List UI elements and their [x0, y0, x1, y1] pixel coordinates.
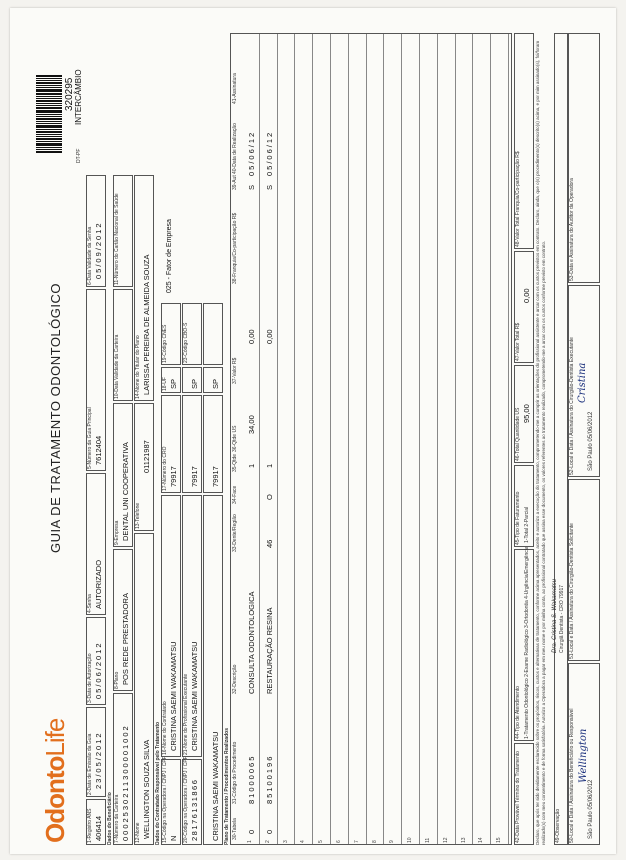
row-qtde: 1	[247, 463, 256, 468]
barcode-bar	[36, 125, 62, 128]
guide-number: 320295	[64, 77, 75, 111]
contratado-section-label: Dados do Contratado Responsável pelo Tratamento	[155, 721, 161, 845]
tipo-options: 1-Tratamento Odontológico 2-Exame Radiológico 3-Ortodontia 4-Urgência/Emergência	[524, 546, 530, 739]
barcode-bar	[36, 134, 62, 135]
row-codigo: 85100196	[264, 754, 274, 804]
table-row-line	[455, 34, 456, 844]
data-emissao-value: 23/05/2012	[94, 731, 103, 789]
barcode-bar	[36, 103, 62, 104]
row-data: 05/06/12	[264, 130, 274, 176]
table-row-line	[294, 34, 295, 844]
guide-type: INTERCÂMBIO	[74, 69, 83, 125]
row-number: 1	[247, 840, 253, 843]
col-face: 34-Face	[232, 485, 238, 504]
executante-label: 21-Nome do Profissional Executante	[183, 673, 189, 755]
col-codigo: 31-Código do Procedimento	[232, 741, 238, 804]
table-row-line	[259, 34, 260, 844]
row-number: 15	[496, 837, 503, 843]
total-valor-label: 47-Valor Total R$	[515, 322, 521, 361]
col-franquia: 38-Franquia/Co-participação R$	[232, 212, 238, 284]
registro-ans-value: 406414	[94, 815, 103, 841]
declaracao-text: Declaro, que após ter sido devidamente esclarecido sobre os propósitos, riscos, custos e alternativas de tratamento, conforme acima apresentados, aceito e autorizo a execução do tratamento, comprometendo-me a cumprir as orientações do profissional assistente e arcar com os custos previstos em contrato. Declaro, ainda, que o(s) procedimento(s) descrito(s) acima, e por mim assinado(s), foi/foram realizado(s) com meu consentimento e de forma satisfatória. Autorizo a Operadora a pagar em meu nome e por minha conta, ao profissional contratado que assina esse documento, os valores referentes ao tratamento realizado, comprometendo-me a arcar com os custos conforme previsto em contrato.	[535, 40, 546, 845]
col-dente: 33-Dente/Região	[232, 514, 238, 552]
row-descricao: CONSULTA ODONTOLOGICA	[247, 591, 256, 694]
carimbo-info: Cirurgiã Dentista - CRO 79917	[559, 584, 565, 653]
franquia-label: 48-Valor Total Franquia/Co-participação R$	[515, 151, 521, 247]
row-aut: S	[264, 184, 274, 190]
col-qtde-us: 36-Qtde US	[232, 425, 238, 452]
assinatura-beneficiario-label: 50-Local e Data / Assinatura do Beneficiário ou Responsável	[569, 708, 575, 843]
row-number: 5	[318, 840, 325, 843]
table-row-line	[330, 34, 331, 844]
nome-label: 12-Nome	[135, 822, 141, 843]
barcode-bar	[36, 87, 62, 88]
barcode-bar	[36, 107, 62, 109]
guia-principal-value: 7612404	[94, 435, 103, 465]
numero-cro-label: 17-Número do CRO	[162, 446, 168, 491]
local-data-executante: São Paulo 05/06/2012	[588, 411, 594, 471]
table-row-line	[508, 34, 509, 844]
barcode-bar	[36, 149, 62, 150]
telefone-value: 01121987	[142, 440, 151, 473]
row-codigo: 81000065	[247, 754, 256, 804]
cod-operadora-value: N	[169, 835, 178, 841]
uf-value: SP	[169, 378, 178, 389]
barcode	[36, 74, 62, 153]
barcode-bar	[36, 96, 62, 97]
empresa-value: DENTAL UNI COOPERATIVA	[121, 442, 130, 541]
total-us-label: 46-Total Quantidade US	[515, 407, 521, 461]
cro-exec-value: 79917	[190, 466, 199, 487]
row-qtde-us: 34,00	[247, 415, 256, 434]
row-number: 3	[282, 840, 289, 843]
titular-value: LARISSA PEREIRA DE ALMEIDA SOUZA	[142, 254, 151, 395]
col-tabela: 30-Tabela	[232, 818, 238, 840]
table-row-line	[472, 34, 473, 844]
uf-exec-value: SP	[190, 378, 199, 389]
cpf-label: 20-Código na Operadora / CNPJ / CPF	[183, 756, 189, 843]
nome-value: WELLINGTON SOUZA SILVA	[142, 739, 151, 839]
row-number: 12	[442, 837, 449, 843]
barcode-bar	[36, 75, 62, 77]
senha-label: 4-Senha	[87, 594, 93, 613]
tipo-atendimento-label: 44-Tipo de Atendimento	[515, 686, 521, 739]
page-code: DT-PF	[76, 148, 82, 163]
executante-value: CRISTINA SAEMI WAKAMATSU	[190, 641, 199, 751]
row-tabela: 0	[264, 829, 274, 834]
barcode-bar	[36, 85, 62, 86]
beneficiario-signature: Wellington	[578, 728, 589, 783]
row-number: 4	[300, 840, 307, 843]
row-number: 2	[264, 840, 271, 843]
assinatura-executante-label: 52-Local e Data / Assinatura do Cirurgião-Dentista Executante	[569, 337, 575, 475]
barcode-bar	[36, 123, 62, 124]
data-autorizacao-label: 3-Data de Autorização	[87, 653, 93, 703]
validade-senha-label: 6-Data Validade da Senha	[87, 226, 93, 285]
inicio-label: 42-Data Provável Término do Tratamento	[515, 751, 521, 843]
cod-operadora-label: 15-Código na Operadora / CNPJ / CPF	[162, 756, 168, 843]
fator-empresa: 025 - Fator de Empresa	[166, 219, 173, 293]
data-autorizacao-value: 05/06/2012	[94, 641, 103, 699]
cbos-label: 23-Código CBO-S	[183, 322, 189, 363]
table-row-line	[419, 34, 420, 844]
uf-sol-value: SP	[211, 378, 220, 389]
row-aut: S	[247, 184, 256, 190]
titular-label: 14-Nome do Titular do Plano	[135, 335, 141, 399]
table-row-line	[348, 34, 349, 844]
barcode-bar	[36, 110, 62, 113]
row-tabela: 0	[247, 829, 256, 834]
barcode-bar	[36, 121, 62, 122]
beneficiario-section-label: Dados do Beneficiário	[107, 792, 113, 845]
col-assinatura: 41-Assinatura	[232, 73, 238, 104]
table-row-line	[277, 34, 278, 844]
barcode-bar	[36, 100, 62, 102]
table-row-line	[312, 34, 313, 844]
row-number: 8	[371, 840, 378, 843]
form-title: GUIA DE TRATAMENTO ODONTOLÓGICO	[48, 283, 63, 553]
procedures-table	[230, 33, 512, 845]
barcode-bar	[36, 147, 62, 148]
barcode-bar	[36, 78, 62, 79]
col-aut: 39-Aut	[232, 175, 238, 190]
data-emissao-label: 2-Data de Emissão da Guia	[87, 733, 93, 795]
row-number: 13	[460, 837, 467, 843]
table-row-line	[366, 34, 367, 844]
carteira-label: 7-Número da Carteira	[114, 794, 120, 843]
col-valor: 37-Valor R$	[232, 357, 238, 384]
nome-contratado-value: CRISTINA SAEMI WAKAMATSU	[169, 641, 178, 751]
barcode-bar	[36, 98, 62, 99]
barcode-bar	[36, 116, 62, 117]
observacao-label: 49-Observação	[555, 808, 561, 843]
plano-label: 8-Plano	[114, 671, 120, 689]
cpf-value: 28176131866	[190, 778, 199, 841]
cns-label: 11-Número do Cartão Nacional de Saúde	[114, 193, 120, 285]
col-descricao: 32-Descrição	[232, 664, 238, 694]
row-data: 05/06/12	[247, 130, 256, 176]
empresa-label: 9-Empresa	[114, 520, 120, 545]
odontolife-logo: OdontoLife	[40, 718, 70, 843]
row-dente: 46	[264, 539, 274, 548]
row-qtde: 1	[264, 463, 274, 468]
uf-label: 18-UF	[162, 377, 168, 391]
guia-principal-label: 5-Número da Guia Principal	[87, 407, 93, 469]
assinatura-auditor-label: 53-Data e Assinatura do Auditor da Operadora	[569, 178, 575, 281]
barcode-bar	[36, 141, 62, 142]
cro-sol-value: 79917	[211, 466, 220, 487]
row-number: 10	[407, 837, 414, 843]
row-valor: 0,00	[264, 329, 274, 344]
rotated-form	[30, 23, 605, 853]
validade-senha-value: 05/09/2012	[94, 221, 103, 279]
col-qtde: 35-Qtde	[232, 453, 238, 472]
row-face: O	[264, 494, 274, 500]
row-number: 14	[478, 837, 485, 843]
dentista-signature: Cristina	[577, 362, 588, 403]
col-data: 40-Data de Realização	[232, 123, 238, 174]
table-row-line	[383, 34, 384, 844]
form-paper	[10, 8, 616, 854]
barcode-bar	[36, 89, 62, 92]
validade-carteira-label: 10-Data Validade da Carteira	[114, 334, 120, 399]
plano-value: POS REDE PRESTADORA	[121, 593, 130, 685]
barcode-bar	[36, 118, 62, 120]
table-row-line	[401, 34, 402, 844]
row-valor: 0,00	[247, 329, 256, 344]
senha-value: AUTORIZADO	[94, 559, 103, 609]
total-us-value: 95,00	[522, 404, 531, 423]
barcode-bar	[36, 114, 62, 115]
local-data-beneficiario: São Paulo 05/06/2012	[588, 779, 594, 839]
barcode-bar	[36, 105, 62, 106]
registro-ans-label: 1-Registro ANS	[87, 808, 93, 843]
row-number: 7	[353, 840, 360, 843]
total-valor-value: 0,00	[522, 288, 531, 303]
barcode-bar	[36, 143, 62, 146]
observacao-box	[554, 33, 568, 845]
barcode-bar	[36, 82, 62, 84]
carimbo-nome: Dra. Cristina S. Wakamatsu	[552, 579, 558, 653]
nome-contratado-label: 16-Nome do Contratado	[162, 701, 168, 755]
telefone-label: 13-Telefone	[135, 502, 141, 529]
barcode-bar	[36, 129, 62, 130]
row-number: 11	[425, 837, 431, 843]
barcode-bar	[36, 93, 62, 95]
table-row-line	[437, 34, 438, 844]
tipo-faturamento-options: 1-Total 2-Parcial	[524, 506, 530, 543]
numero-cro-value: 79917	[169, 466, 178, 487]
cbos-sol-box	[203, 303, 223, 365]
barcode-bar	[36, 136, 62, 137]
barcode-bar	[36, 151, 62, 153]
row-descricao: RESTAURAÇÃO RESINA	[264, 607, 274, 694]
barcode-bar	[36, 131, 62, 133]
solicitante-value: CRISTINA SAEMI WAKAMATSU	[211, 731, 220, 841]
tipo-faturamento-label: 45-Tipo de Faturamento	[515, 491, 521, 545]
barcode-bar	[36, 138, 62, 140]
cnes-label: 19-Código CNES	[162, 324, 168, 363]
row-number: 9	[389, 840, 396, 843]
assinatura-solicitante-label: 51-Local e Data / Assinatura do Cirurgião-Dentista Solicitante	[569, 523, 575, 659]
row-number: 6	[336, 840, 342, 843]
plano-section-label: Plano de Tratamento / Procedimentos Realizados	[224, 728, 230, 845]
carteira-value: 0002530211300001002	[121, 724, 130, 841]
table-row-line	[490, 34, 491, 844]
barcode-bar	[36, 80, 62, 81]
